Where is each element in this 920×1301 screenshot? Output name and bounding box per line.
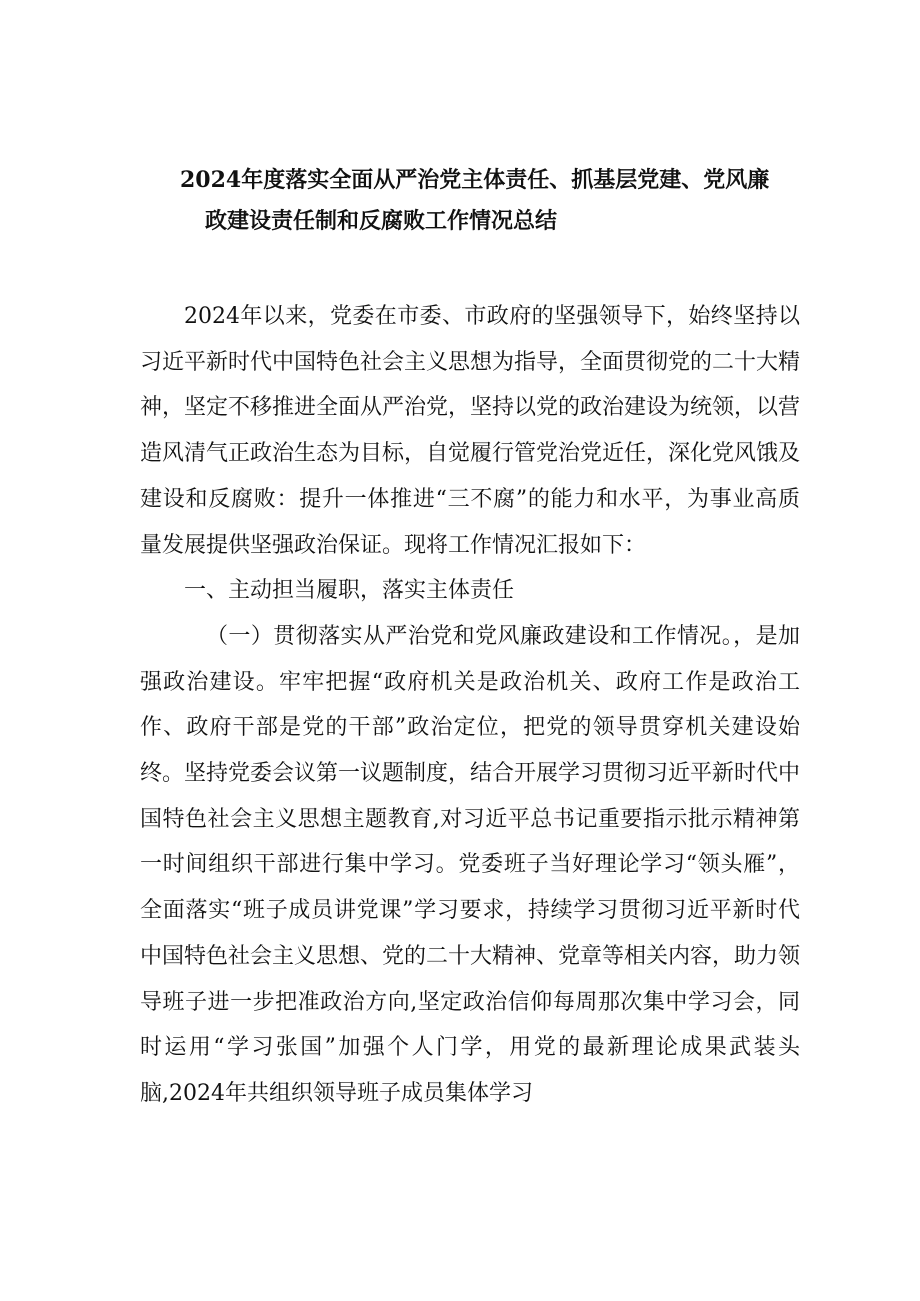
document-body bbox=[140, 294, 800, 1117]
section-1-heading: 一、主动担当履职，落实主体责任 bbox=[184, 578, 515, 604]
title-line-1: 2024年度落实全面从严治党主体责任、抓基层党建、党风廉 bbox=[180, 167, 770, 193]
document-title bbox=[150, 160, 790, 242]
title-line-2: 政建设责任制和反腐败工作情况总结 bbox=[205, 208, 558, 234]
section-1-paragraph: （一）贯彻落实从严治党和党风廉政建设和工作情况。，是加强政治建设。牢牢把握“政府机关是政治机关、政府工作是政治工作、政府干部是党的干部”政治定位，把党的领导贯穿机关建设始终。坚持党委会议第一议题制度，结合开展学习贯彻习近平新时代中国特色社会主义思想主题教育,对习近平总书记重要指示批示精神第一时间组织干部进行集中学习。党委班子当好理论学习“领头雁”，全面落实“班子成员讲党课”学习要求，持续学习贯彻习近平新时代中国特色社会主义思想、党的二十大精神、党章等相关内容，助力领导班子进一步把准政治方向,坚定政治信仰每周那次集中学习会，同时运用“学习张国”加强个人门学，用党的最新理论成果武装头脑,2024年共组织领导班子成员集体学习 bbox=[140, 623, 801, 1106]
intro-paragraph: 2024年以来，党委在市委、市政府的坚强领导下，始终坚持以习近平新时代中国特色社会主义思想为指导，全面贯彻党的二十大精神，坚定不移推进全面从严治党，坚持以党的政治建设为统领，以营造风清气正政治生态为目标，自觉履行管党治党近任，深化党风饿及建设和反腐败：提升一体推进“三不腐”的能力和水平，为事业高质量发展提供坚强政治保证。现将工作情况汇报如下： bbox=[140, 304, 801, 558]
